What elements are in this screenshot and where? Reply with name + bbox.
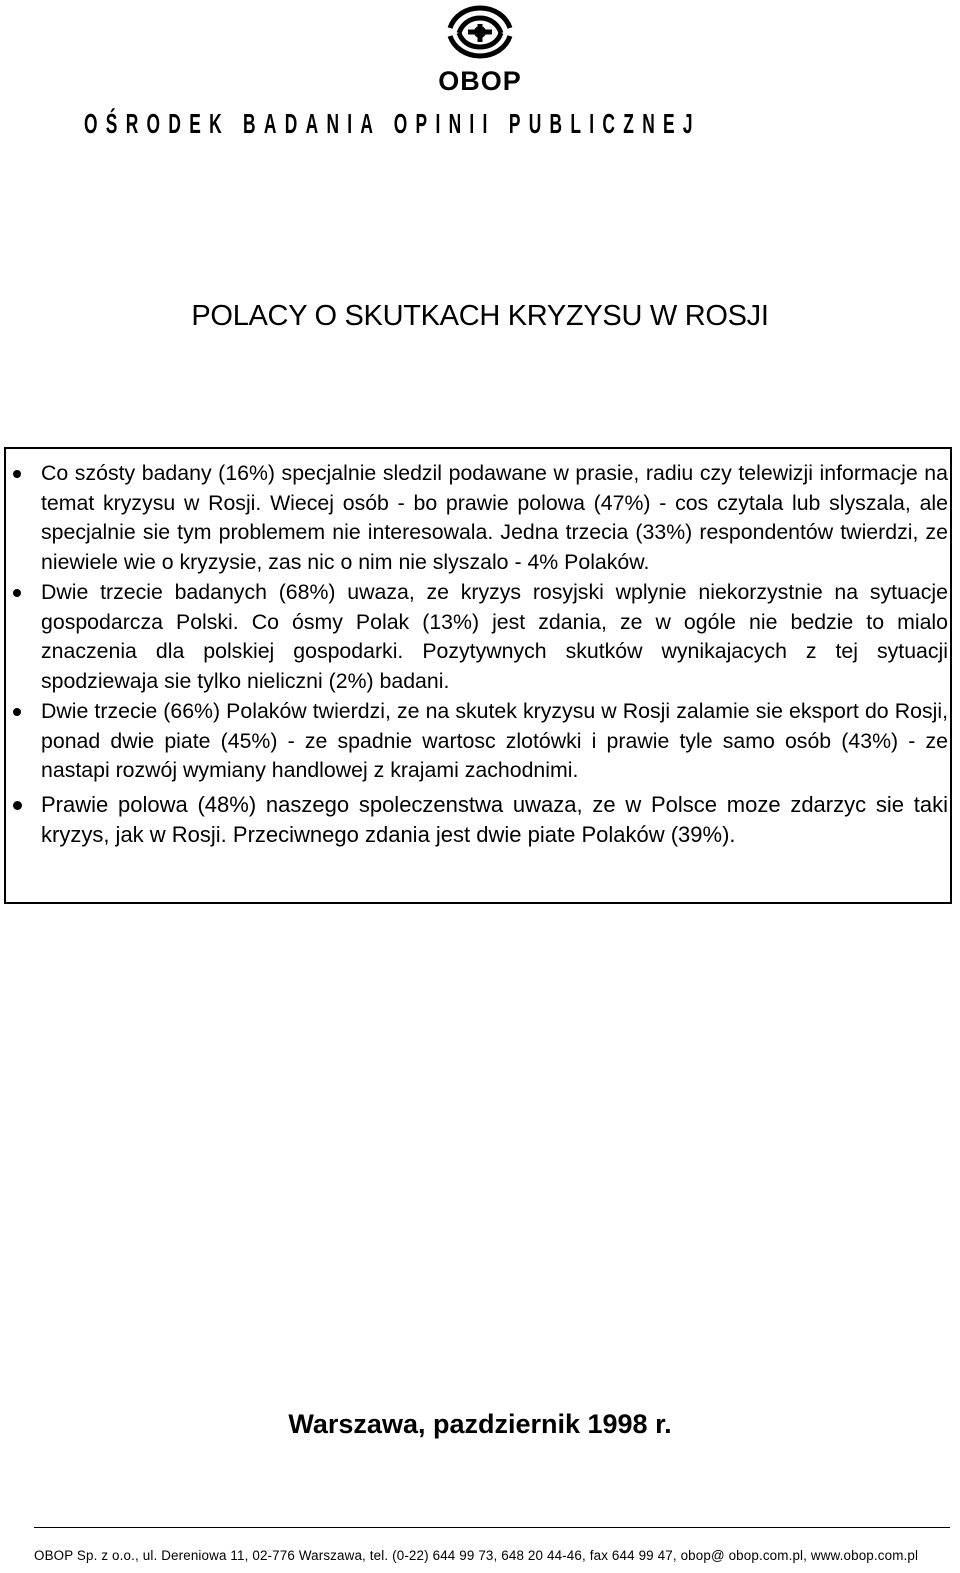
bullet-icon [13, 801, 22, 810]
summary-box [4, 447, 952, 904]
summary-item [6, 459, 950, 577]
summary-item [6, 790, 950, 850]
footer-divider [34, 1527, 950, 1528]
summary-item [6, 578, 950, 696]
bullet-icon [13, 470, 21, 478]
summary-item-text: Co szósty badany (16%) specjalnie sledzil podawane w prasie, radiu czy telewizji informacje na temat kryzysu w Rosji. Wiecej osób - bo prawie polowa (47%) - cos czytala lub slyszala, ale specjalnie sie tym problemem nie interesowala. Jedna trzecia (33%) respondentów twierdzi, ze niewiele wie o kryzysie, zas nic o nim nie slyszalo - 4% Polaków. [41, 461, 948, 574]
organization-name: OŚRODEK BADANIA OPINII PUBLICZNEJ [84, 108, 701, 139]
obop-logo [430, 2, 530, 94]
summary-item [6, 697, 950, 786]
bullet-icon [13, 708, 21, 716]
summary-item-text: Prawie polowa (48%) naszego spoleczenstwa uwaza, ze w Polsce moze zdarzyc sie taki kryzys, jak w Rosji. Przeciwnego zdania jest dwie piate Polaków (39%). [41, 791, 948, 847]
summary-item-text: Dwie trzecie (66%) Polaków twierdzi, ze na skutek kryzysu w Rosji zalamie sie eksport do Rosji, ponad dwie piate (45%) - ze spadnie wartosc zlotówki i prawie tyle samo osób (43%) - ze nastapi rozwój wymiany handlowej z krajami zachodnimi. [41, 699, 948, 782]
summary-list [6, 459, 950, 850]
bullet-icon [13, 589, 21, 597]
footer-contact: OBOP Sp. z o.o., ul. Dereniowa 11, 02-776 Warszawa, tel. (0-22) 644 99 73, 648 20 44-46, fax 644 99 47, obop@ obop.com.pl, www.obop.com.pl [34, 1548, 919, 1563]
page-title: POLACY O SKUTKACH KRYZYSU W ROSJI [191, 300, 769, 333]
summary-item-text: Dwie trzecie badanych (68%) uwaza, ze kryzys rosyjski wplynie niekorzystnie na sytuacje gospodarcza Polski. Co ósmy Polak (13%) jest zdania, ze w ogóle nie bedzie to mialo znaczenia dla polskiej gospodarki. Pozytywnych skutków wynikajacych z tej sytuacji spodziewaja sie tylko nieliczni (2%) badani. [41, 580, 948, 693]
place-and-date: Warszawa, pazdziernik 1998 r. [288, 1409, 672, 1439]
obop-logo-text: OBOP [438, 66, 522, 94]
